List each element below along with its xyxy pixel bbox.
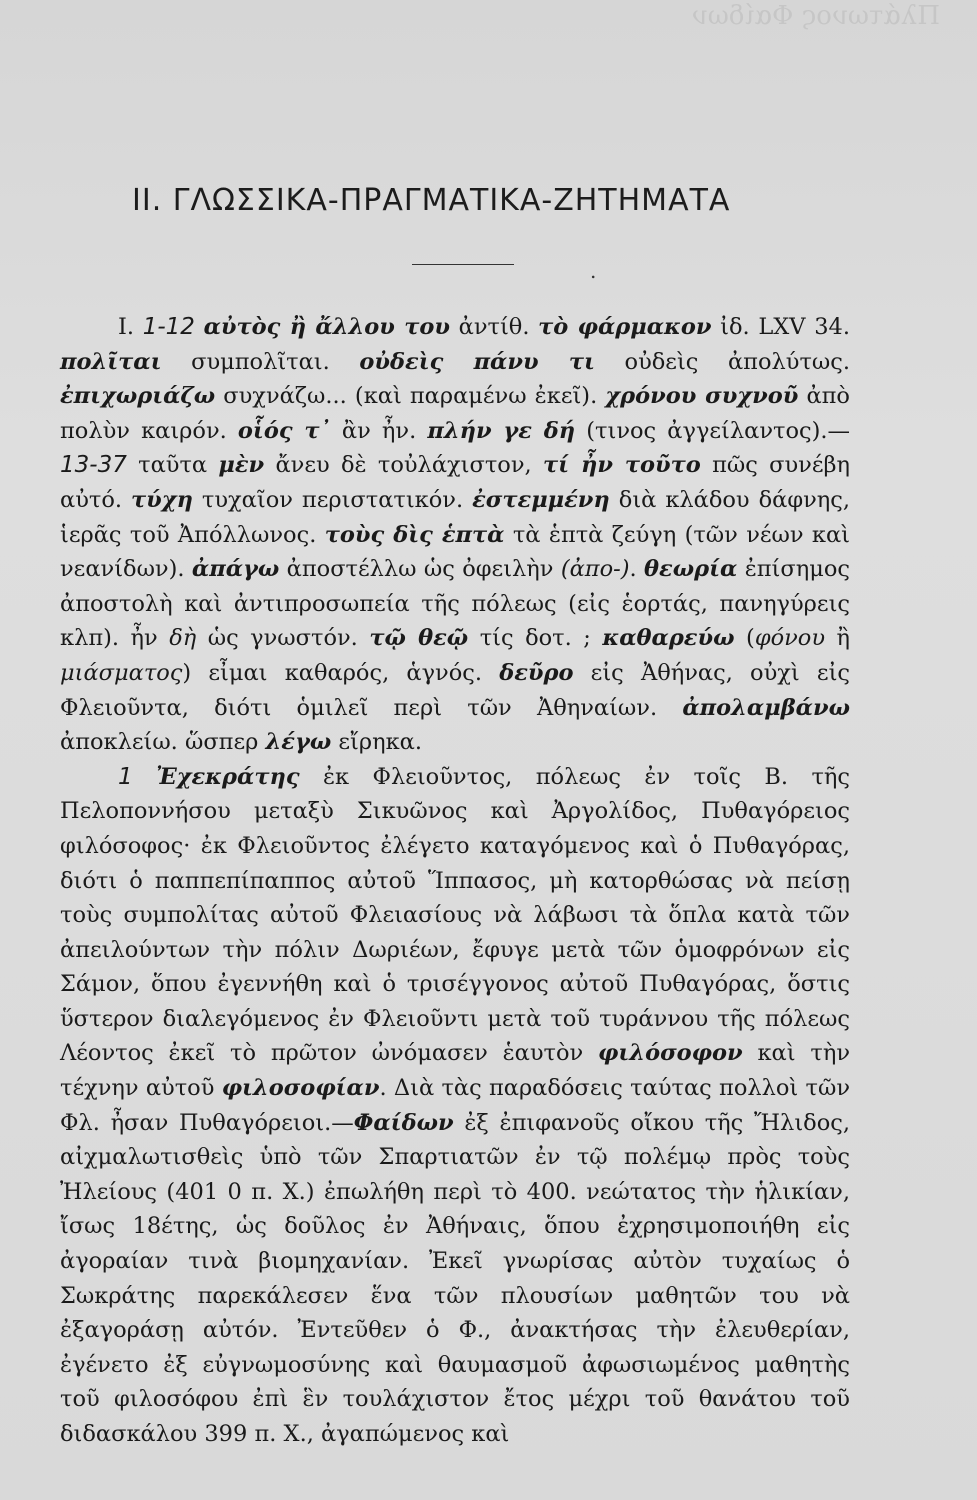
text-run (133, 764, 156, 790)
text-run: . (629, 556, 645, 583)
lemma-term: δεῦρο (499, 659, 574, 686)
lemma-term: Ἐχεκράτης (156, 763, 300, 790)
lemma-term: ἐστεμμένη (472, 486, 610, 513)
commentary-body (60, 310, 850, 1452)
text-run: ἰδ. LXV 34. (711, 314, 850, 340)
lemma-term: φιλόσοφον (598, 1040, 743, 1067)
text-run: ὡς γνωστόν. (196, 625, 370, 652)
lemma-term: πλήν γε δή (427, 417, 576, 444)
text-run: 1-12 (142, 314, 195, 340)
text-run: ἐπίσημος ἀποστολὴ καὶ ἀντιπροσωπεία τῆς πόλεως (εἰς ἑορτάς, πανηγύρεις κλπ). ἦν (60, 556, 850, 652)
text-run: ἐκ Φλειοῦντος, πόλεως ἐν τοῖς Β. τῆς Πελοποννήσου μεταξὺ Σικυῶνος καὶ Ἀργολίδος, Πυθαγόρειος φιλόσοφος· ἐκ Φλειοῦντος ἐλέγετο καταγόμενος καὶ ὁ Πυθαγόρας, διότι ὁ παππεπίπαππος αὐτοῦ Ἵππασος, μὴ κατορθώσας νὰ πείσῃ τοὺς συμπολίτας αὐτοῦ Φλειασίους νὰ λάβωσι τὰ ὅπλα κατὰ τῶν ἀπειλούντων τὴν πόλιν Δωριέων, ἔφυγε μετὰ τῶν ὁμοφρόνων εἰς Σάμον, ὅπου ἐγεννήθη καὶ ὁ τρισέγγονος αὐτοῦ Πυθαγόρας, ὅστις ὕστερον διαλεγόμενος ἐν Φλειοῦντι μετὰ τοῦ τυράννου τῆς πόλεως Λέοντος ἐκεῖ τὸ πρῶτον ὠνόμασεν ἑαυτὸν (60, 763, 850, 1067)
lemma-term: πολῖται (60, 348, 162, 375)
paragraph (60, 310, 850, 760)
lemma-term: χρόνου συχνοῦ (605, 383, 799, 410)
text-run: ἀποστέλλω ὡς ὀφειλὴν (279, 556, 561, 583)
lemma-term: μὲν (218, 452, 265, 479)
text-run: τὰ ἑπτὰ ζεύγη (τῶν νέων καὶ νεανίδων). (60, 521, 850, 583)
text-run: (τινος ἀγγείλαντος).— (575, 417, 851, 444)
lemma-term: τοὺς δὶς ἑπτὰ (324, 521, 505, 548)
heading-dot: . (590, 259, 597, 283)
text-run: (ἀπο-) (560, 556, 630, 583)
heading-rule (412, 264, 514, 265)
section-heading: II. ΓΛΩΣΣΙΚΑ-ΠΡΑΓΜΑΤΙΚΑ-ΖΗΤΗΜΑΤΑ (132, 183, 731, 218)
text-run: δὴ (169, 625, 197, 652)
text-run: εἴρηκα. (331, 729, 422, 756)
lemma-term: τύχη (131, 486, 193, 513)
text-run: ἄνευ δὲ τοὐλάχιστον, (264, 452, 543, 479)
text-run: ταῦτα (126, 452, 219, 479)
lemma-term: τῷ θεῷ (369, 625, 469, 652)
text-run (195, 314, 204, 340)
text-run: τυχαῖον περιστατικόν. (192, 486, 473, 513)
bleed-through-text: Πλάτωνος Φαίδων (691, 1, 940, 31)
text-run: φόνου (754, 625, 826, 652)
text-run: ἀποκλείω. ὥσπερ (60, 729, 266, 756)
text-run: καὶ τὴν τέχνην αὐτοῦ (60, 1040, 850, 1102)
text-run: I. (118, 314, 143, 340)
paragraph (60, 760, 850, 1452)
text-run: συμπολῖται. (161, 348, 360, 375)
lemma-term: ἀπάγω (191, 556, 280, 583)
text-run: ( (734, 625, 755, 652)
text-run: ἢ (825, 625, 850, 652)
text-run: ) εἶμαι καθαρός, ἁγνός. (182, 659, 500, 686)
text-run: εἰς Ἀθήνας, οὐχὶ εἰς Φλειοῦντα, διότι ὁμιλεῖ περὶ τῶν Ἀθηναίων. (60, 659, 850, 721)
text-run: συχνάζω... (καὶ παραμένω ἐκεῖ). (215, 383, 606, 410)
lemma-term: φιλοσοφίαν (221, 1075, 380, 1102)
lemma-term: αὐτὸς ἢ ἄλλου του (203, 314, 450, 340)
text-run: ἐξ ἐπιφανοῦς οἴκου τῆς Ἤλιδος, αἰχμαλωτισθεὶς ὑπὸ τῶν Σπαρτιατῶν ἐν τῷ πολέμῳ πρὸς τοὺς Ἠλείους (401 0 π. Χ.) ἐπωλήθη περὶ τὸ 400. νεώτατος τὴν ἡλικίαν, ἴσως 18έτης, ὡς δοῦλος ἐν Ἀθήναις, ὅπου ἐχρησιμοποιήθη εἰς ἀγοραίαν τινὰ βιομηχανίαν. Ἐκεῖ γνωρίσας αὐτὸν τυχαίως ὁ Σωκράτης παρεκάλεσεν ἕνα τῶν πλουσίων μαθητῶν του νὰ ἐξαγοράσῃ αὐτόν. Ἐντεῦθεν ὁ Φ., ἀνακτήσας τὴν ἐλευθερίαν, ἐγένετο ἐξ εὐγνωμοσύνης καὶ θαυμασμοῦ ἀφωσιωμένος μαθητὴς τοῦ φιλοσόφου ἐπὶ ἓν τουλάχιστον ἔτος μέχρι τοῦ θανάτου τοῦ διδασκάλου 399 π. Χ., ἀγαπώμενος καὶ (60, 1109, 850, 1447)
text-run: μιάσματος (60, 659, 183, 686)
text-run: διὰ κλάδου δάφνης, ἱερᾶς τοῦ Ἀπόλλωνος. (60, 486, 850, 548)
lemma-term: ἐπιχωριάζω (60, 383, 216, 410)
text-run: ἂν ἦν. (330, 417, 428, 444)
text-run: οὐδεὶς ἀπολύτως. (594, 348, 851, 375)
lemma-term: λέγω (265, 729, 332, 756)
lemma-term: ἀπολαμβάνω (682, 694, 850, 721)
lemma-term: τί ἦν τοῦτο (542, 452, 701, 479)
lemma-term: οἷός τ᾿ (237, 417, 331, 444)
text-run: πῶς συνέβη αὐτό. (60, 452, 850, 513)
text-run: 13-37 (60, 452, 127, 479)
text-run: ἀντίθ. (449, 314, 539, 340)
lemma-term: θεωρία (644, 556, 738, 583)
text-run: ἀπὸ πολὺν καιρόν. (60, 383, 850, 444)
lemma-term: οὐδεὶς πάνυ τι (359, 348, 595, 375)
lemma-term: καθαρεύω (602, 625, 735, 652)
text-run: . Διὰ τὰς παραδόσεις ταύτας πολλοὶ τῶν Φλ. ἦσαν Πυθαγόρειοι.— (60, 1075, 850, 1136)
lemma-term: τὸ φάρμακον (538, 314, 712, 340)
text-run: τίς δοτ. ; (468, 625, 603, 652)
lemma-term: Φαίδων (353, 1109, 454, 1136)
text-run: 1 (118, 763, 133, 790)
